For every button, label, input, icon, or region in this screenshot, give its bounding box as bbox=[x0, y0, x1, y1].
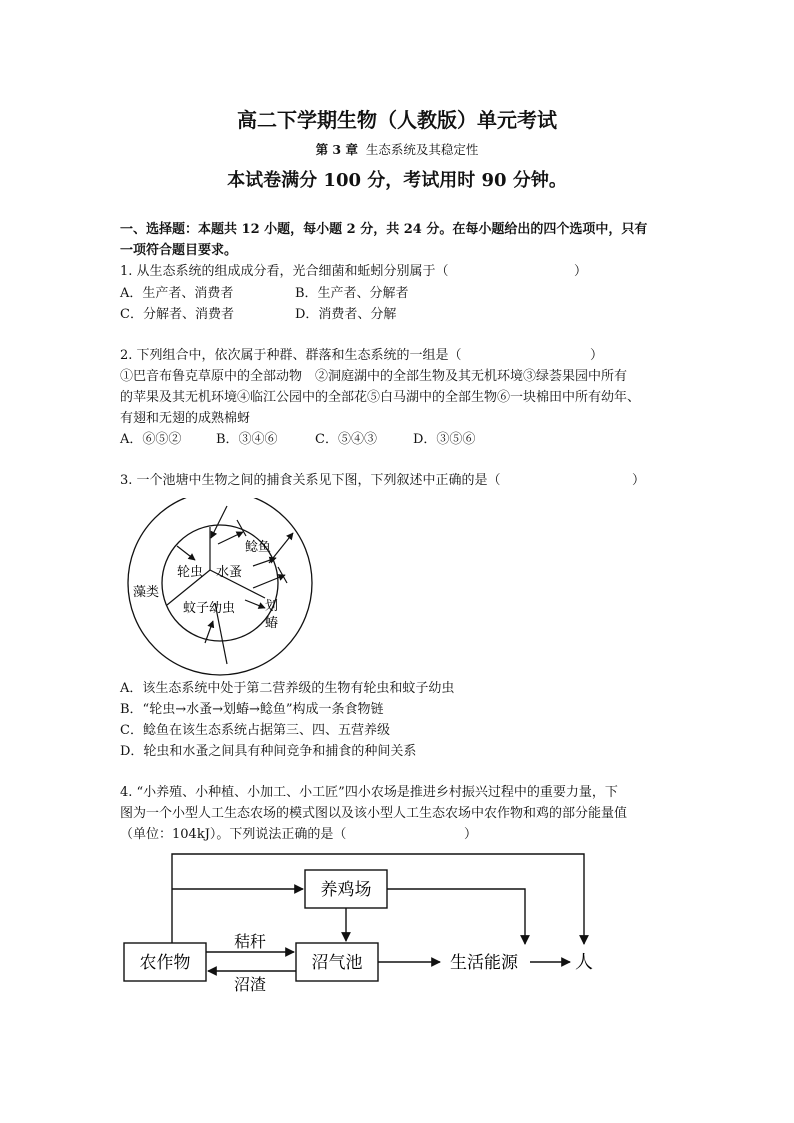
section-instruction-line2: 一项符合题目要求。 bbox=[120, 243, 238, 258]
q2-option-d: D．③⑤⑥ bbox=[413, 432, 476, 447]
q3-option-c: C．鲶鱼在该生态系统占据第三、四、五营养级 bbox=[120, 723, 390, 738]
q2-option-b: B．③④⑥ bbox=[216, 432, 278, 447]
chapter-title: 生态系统及其稳定性 bbox=[365, 142, 479, 157]
label-daphnia: 水蚤 bbox=[216, 565, 243, 580]
q2-answer-paren-close: ） bbox=[590, 348, 604, 363]
q2-items-line1: ①巴音布鲁克草原中的全部动物 ②洞庭湖中的全部生物及其无机环境③绿荟果园中所有 bbox=[120, 369, 628, 384]
q1-option-d: D．消费者、分解 bbox=[295, 307, 397, 322]
q2-option-c: C．⑤④③ bbox=[315, 432, 377, 447]
arrow-algae-to-daphnia bbox=[211, 506, 227, 538]
exam-info: 本试卷满分 100 分，考试用时 90 分钟。 bbox=[227, 170, 567, 191]
label-crops: 农作物 bbox=[139, 953, 191, 973]
q1-option-a: A．生产者、消费者 bbox=[120, 286, 234, 301]
label-straw: 秸秆 bbox=[233, 932, 267, 951]
arrow-boatman-to-catfish bbox=[269, 533, 293, 563]
q4-stem-line2: 图为一个小型人工生态农场的模式图以及该小型人工生态农场中农作物和鸡的部分能量值 bbox=[120, 806, 628, 821]
label-living-energy: 生活能源 bbox=[450, 953, 518, 973]
q1-answer-paren-close: ） bbox=[574, 264, 588, 279]
label-chicken-farm: 养鸡场 bbox=[320, 880, 372, 900]
label-water-boatman-1: 划 bbox=[265, 599, 279, 614]
q2-items-line2: 的苹果及其无机环境④临江公园中的全部花⑤白马湖中的全部生物⑥一块棉田中所有幼年、 bbox=[120, 390, 641, 405]
label-water-boatman-2: 蝽 bbox=[265, 616, 279, 631]
arrow-tick-2 bbox=[278, 567, 287, 583]
q2-stem: 2. 下列组合中，依次属于种群、群落和生态系统的一组是（ bbox=[120, 348, 462, 363]
arrow-mosquito-to-boatman bbox=[245, 600, 265, 608]
q3-answer-paren-close: ） bbox=[632, 473, 646, 488]
q3-stem: 3. 一个池塘中生物之间的捕食关系见下图，下列叙述中正确的是（ bbox=[120, 473, 501, 488]
label-algae: 藻类 bbox=[133, 585, 160, 600]
q1-option-b: B．生产者、分解者 bbox=[295, 286, 409, 301]
label-rotifer: 轮虫 bbox=[177, 565, 204, 580]
label-biogas-pool: 沼气池 bbox=[311, 953, 363, 973]
food-web-diagram bbox=[115, 498, 315, 676]
arrow-chicken-to-human bbox=[387, 889, 525, 944]
q3-option-a: A．该生态系统中处于第二营养级的生物有轮虫和蚊子幼虫 bbox=[120, 681, 455, 696]
q4-stem-line1: 4. “小养殖、小种植、小加工、小工匠”四小农场是推进乡村振兴过程中的重要力量，下 bbox=[120, 785, 618, 800]
arrow-algae-to-rotifer bbox=[177, 546, 195, 560]
chapter-subtitle bbox=[0, 140, 794, 158]
arrow-crops-to-human bbox=[172, 854, 584, 944]
arrow-daphnia-to-boatman bbox=[253, 575, 285, 588]
q4-answer-paren-close: ） bbox=[464, 827, 478, 842]
eco-farm-diagram bbox=[110, 846, 610, 996]
arrow-daphnia-to-catfish bbox=[218, 532, 243, 544]
q4-stem-line3: （单位：104kJ）。下列说法正确的是（ bbox=[120, 827, 347, 842]
q3-option-d: D．轮虫和水蚤之间具有种间竞争和捕食的种间关系 bbox=[120, 744, 417, 759]
q2-option-a: A．⑥⑤② bbox=[120, 432, 182, 447]
label-human: 人 bbox=[575, 952, 593, 973]
q2-items-line3: 有翅和无翅的成熟棉蚜 bbox=[120, 411, 251, 426]
label-catfish: 鲶鱼 bbox=[245, 540, 272, 555]
chapter-number: 第 3 章 bbox=[315, 142, 358, 157]
q3-option-b: B．“轮虫→水蚤→划蝽→鲶鱼”构成一条食物链 bbox=[120, 702, 384, 717]
label-residue: 沼渣 bbox=[233, 975, 267, 994]
label-mosquito-larva: 蚊子幼虫 bbox=[183, 601, 236, 616]
q1-stem: 1. 从生态系统的组成成分看，光合细菌和蚯蚓分别属于（ bbox=[120, 264, 449, 279]
page-title: 高二下学期生物（人教版）单元考试 bbox=[237, 108, 557, 132]
q1-option-c: C．分解者、消费者 bbox=[120, 307, 234, 322]
section-instruction-line1: 一、选择题：本题共 12 小题，每小题 2 分，共 24 分。在每小题给出的四个选项中，只有 bbox=[120, 222, 648, 237]
